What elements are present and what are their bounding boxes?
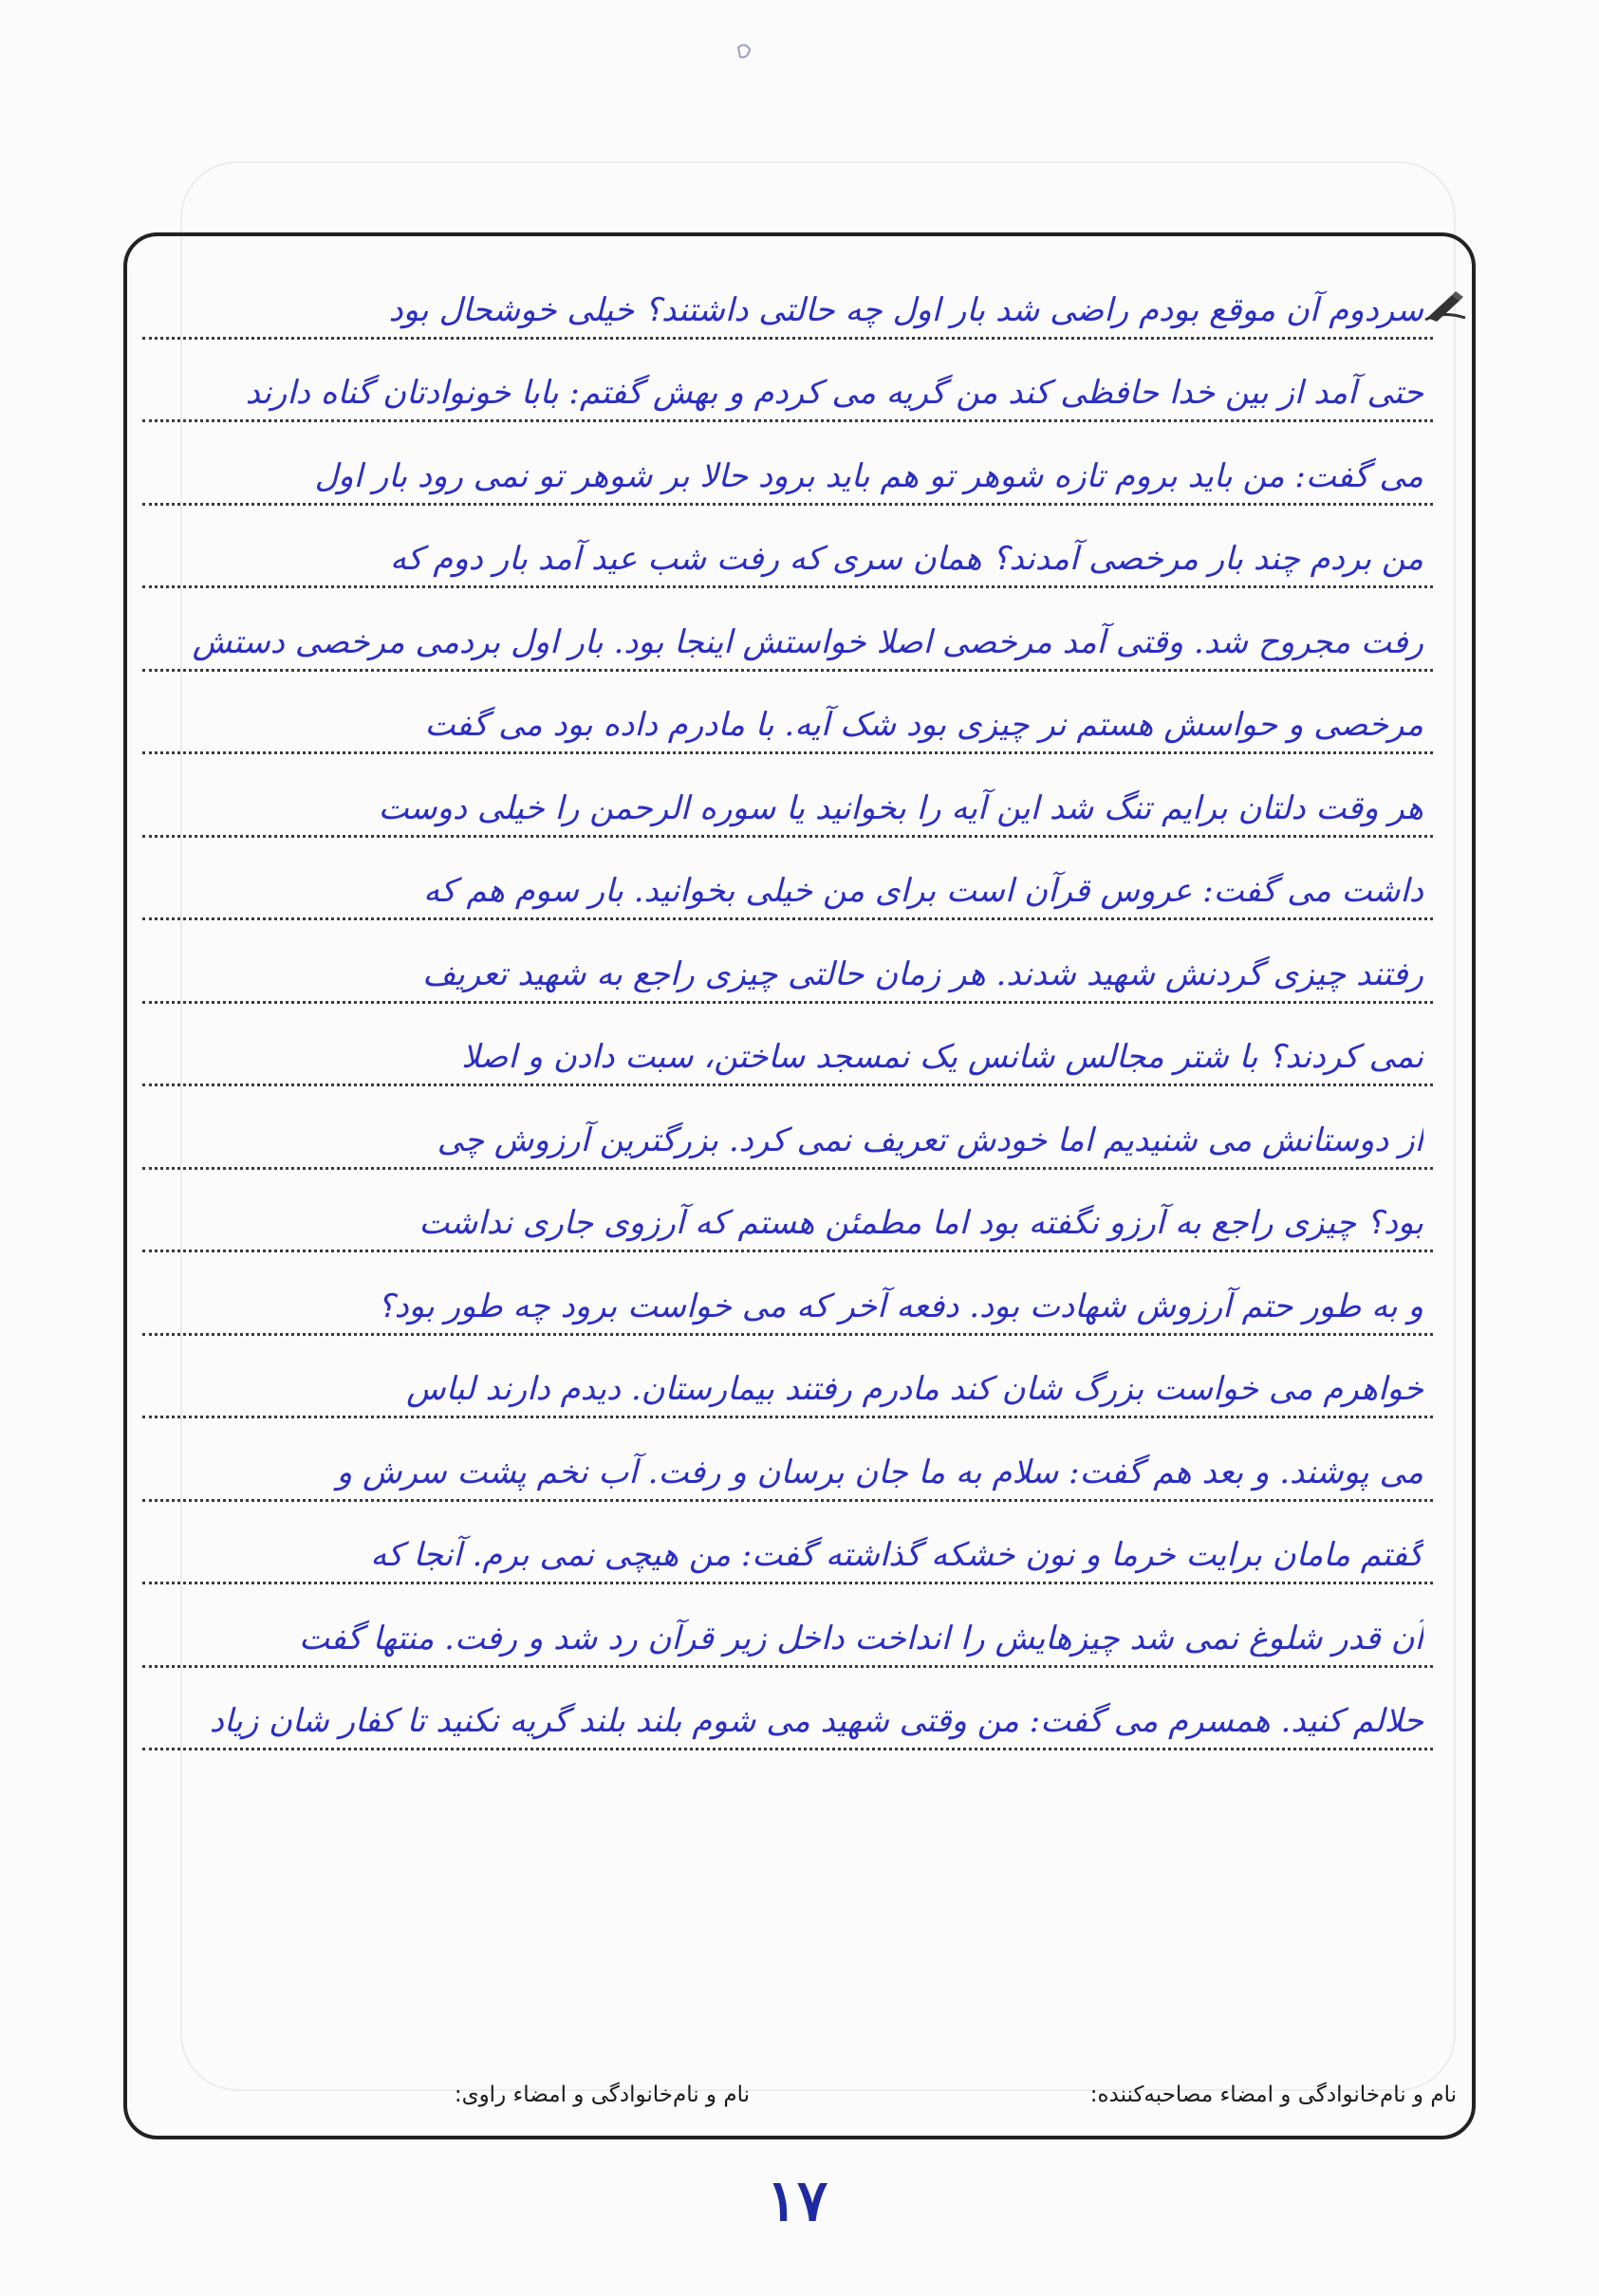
line-text: آن قدر شلوغ نمی شد چیزهایش را انداخت داخل زیر قرآن رد شد و رفت. منتها گفت — [299, 1619, 1423, 1657]
text-line — [142, 340, 1433, 423]
text-line — [142, 422, 1433, 506]
line-text: سردوم آن موقع بودم راضی شد بار اول چه حالتی داشتند؟ خیلی خوشحال بود — [388, 290, 1423, 329]
line-text: و به طور حتم آرزوش شهادت بود. دفعه آخر که می خواست برود چه طور بود؟ — [377, 1287, 1423, 1325]
text-line — [142, 838, 1433, 921]
text-line — [142, 1004, 1433, 1087]
text-line — [142, 754, 1433, 838]
text-line — [142, 920, 1433, 1004]
page-number: ۱۷ — [766, 2168, 828, 2234]
line-text: مرخصی و حواسش هستم نر چیزی بود شک آیه. با مادرم داده بود می گفت — [424, 706, 1423, 744]
ink-smudge-icon — [731, 38, 759, 66]
text-line — [142, 1086, 1433, 1170]
line-text: می گفت: من باید بروم تازه شوهر تو هم باید برود حالا بر شوهر تو نمی رود بار اول — [314, 456, 1423, 495]
text-line — [142, 1336, 1433, 1419]
line-text: داشت می گفت: عروس قرآن است برای من خیلی بخوانید. بار سوم هم که — [423, 872, 1423, 910]
text-line — [142, 672, 1433, 755]
line-text: خواهرم می خواست بزرگ شان کند مادرم رفتند بیمارستان. دیدم دارند لباس — [406, 1370, 1423, 1408]
text-line — [142, 256, 1433, 340]
text-line — [142, 506, 1433, 589]
text-line — [142, 1418, 1433, 1502]
line-text: نمی کردند؟ با شتر مجالس شانس یک نمسجد ساختن، سبت دادن و اصلا — [461, 1038, 1423, 1076]
handwritten-lines — [142, 256, 1433, 1750]
line-text: من بردم چند بار مرخصی آمدند؟ همان سری که رفت شب عید آمد بار دوم که — [390, 540, 1423, 578]
line-text: حلالم کنید. همسرم می گفت: من وقتی شهید می شوم بلند بلند گریه نکنید تا کفار شان زیاد — [209, 1702, 1423, 1740]
line-text: از دوستانش می شنیدیم اما خودش تعریف نمی کرد. بزرگترین آرزوش چی — [437, 1120, 1423, 1159]
line-text: رفتند چیزی گردنش شهید شدند. هر زمان حالتی چیزی راجع به شهید تعریف — [422, 954, 1423, 993]
text-line — [142, 1584, 1433, 1668]
line-text: می پوشند. و بعد هم گفت: سلام به ما جان برسان و رفت. آب نخم پشت سرش و — [336, 1453, 1423, 1491]
line-text: هر وقت دلتان برایم تنگ شد این آیه را بخوانید یا سوره الرحمن را خیلی دوست — [378, 788, 1423, 827]
line-text: رفت مجروح شد. وقتی آمد مرخصی اصلا خواستش اینجا بود. بار اول بردمی مرخصی دستش — [192, 622, 1423, 661]
line-text: گفتم مامان برایت خرما و نون خشکه گذاشته گفت: من هیچی نمی برم. آنجا که — [370, 1536, 1423, 1574]
narrator-signature-label: نام و نام‌خانوادگی و امضاء راوی: — [454, 2083, 750, 2107]
line-text: بود؟ چیزی راجع به آرزو نگفته بود اما مطمئن هستم که آرزوی جاری نداشت — [418, 1204, 1423, 1242]
text-line — [142, 588, 1433, 672]
line-text: حتی آمد از بین خدا حافظی کند من گریه می کردم و بهش گفتم: بابا خونوادتان گناه دارند — [245, 374, 1423, 412]
interviewer-signature-label: نام و نام‌خانوادگی و امضاء مصاحبه‌کننده: — [1089, 2083, 1457, 2107]
text-line — [142, 1502, 1433, 1585]
text-line — [142, 1170, 1433, 1253]
text-line — [142, 1252, 1433, 1336]
text-line — [142, 1668, 1433, 1751]
